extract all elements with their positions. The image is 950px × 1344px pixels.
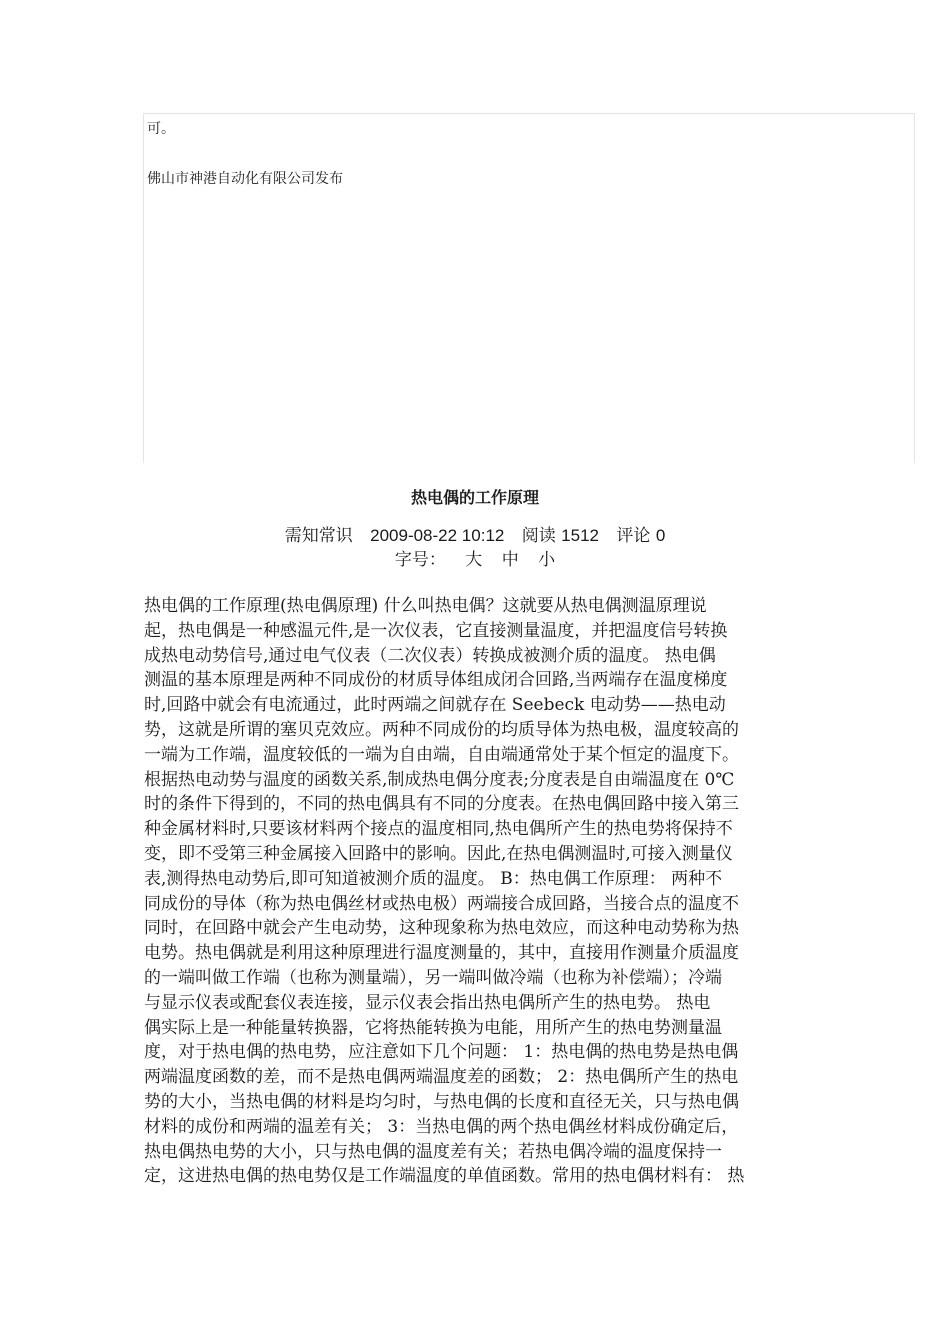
body-line: 两端温度函数的差，而不是热电偶两端温度差的函数； 2：热电偶所产生的热电 <box>144 1067 739 1088</box>
body-line: 同时，在回路中就会产生电动势，这种现象称为热电效应，而这种电动势称为热 <box>144 918 739 939</box>
font-size-large-button[interactable]: 大 <box>465 550 483 570</box>
comment-stat[interactable] <box>616 526 665 546</box>
body-line: 定，这进热电偶的热电势仅是工作端温度的单值函数。常用的热电偶材料有： 热 <box>144 1166 745 1187</box>
body-line: 成热电动势信号,通过电气仪表（二次仪表）转换成被测介质的温度。 热电偶 <box>144 645 716 666</box>
comment-count: 0 <box>655 526 666 545</box>
comment-label: 评论 <box>616 526 651 546</box>
body-line: 根据热电动势与温度的函数关系,制成热电偶分度表;分度表是自由端温度在 0℃ <box>144 769 735 790</box>
body-line: 势，这就是所谓的塞贝克效应。两种不同成份的均质导体为热电极，温度较高的 <box>144 719 739 740</box>
body-line: 变，即不受第三种金属接入回路中的影响。因此,在热电偶测温时,可接入测量仪 <box>144 843 733 864</box>
body-line: 测温的基本原理是两种不同成份的材质导体组成闭合回路,当两端存在温度梯度 <box>144 670 728 691</box>
body-line: 势的大小，当热电偶的材料是均匀时，与热电偶的长度和直径无关，只与热电偶 <box>144 1091 739 1112</box>
body-line: 起，热电偶是一种感温元件,是一次仪表，它直接测量温度，并把温度信号转换 <box>144 620 728 641</box>
body-line: 材料的成份和两端的温差有关； 3：当热电偶的两个热电偶丝材料成份确定后， <box>144 1116 739 1137</box>
body-line: 同成份的导体（称为热电偶丝材或热电极）两端接合成回路，当接合点的温度不 <box>144 893 739 914</box>
top-content-box <box>143 113 915 463</box>
read-stat <box>522 526 599 546</box>
body-line: 的一端叫做工作端（也称为测量端），另一端叫做冷端（也称为补偿端）；冷端 <box>144 967 722 988</box>
body-line: 时的条件下得到的，不同的热电偶具有不同的分度表。在热电偶回路中接入第三 <box>144 794 739 815</box>
body-line: 电势。热电偶就是利用这种原理进行温度测量的，其中，直接用作测量介质温度 <box>144 943 739 964</box>
publish-datetime: 2009-08-22 10:12 <box>370 526 505 545</box>
body-line: 时,回路中就会有电流通过，此时两端之间就存在 Seebeck 电动势——热电动 <box>144 695 726 716</box>
read-count: 1512 <box>561 526 599 545</box>
body-line: 热电偶的工作原理(热电偶原理) 什么叫热电偶？这就要从热电偶测温原理说 <box>144 596 707 616</box>
body-line: 度，对于热电偶的热电势，应注意如下几个问题： 1：热电偶的热电势是热电偶 <box>144 1042 739 1063</box>
body-line: 偶实际上是一种能量转换器，它将热能转换为电能，用所产生的热电势测量温 <box>144 1017 722 1038</box>
category-link[interactable]: 需知常识 <box>284 526 353 546</box>
font-size-control <box>0 549 950 571</box>
font-size-medium-button[interactable]: 中 <box>501 550 519 570</box>
article-body <box>144 594 812 1189</box>
body-line: 热电偶热电势的大小，只与热电偶的温度差有关；若热电偶冷端的温度保持一 <box>144 1141 722 1162</box>
body-line: 表,测得热电动势后,即可知道被测介质的温度。 B：热电偶工作原理： 两种不 <box>144 868 723 889</box>
body-line: 一端为工作端，温度较低的一端为自由端，自由端通常处于某个恒定的温度下。 <box>144 744 739 765</box>
continuation-text: 可。 <box>147 121 175 137</box>
publisher-line: 佛山市神港自动化有限公司发布 <box>147 171 343 187</box>
article-title: 热电偶的工作原理 <box>410 488 539 507</box>
font-size-label: 字号： <box>394 550 446 570</box>
body-line: 与显示仪表或配套仪表连接，显示仪表会指出热电偶所产生的热电势。 热电 <box>144 992 711 1013</box>
font-size-small-button[interactable]: 小 <box>538 550 556 570</box>
body-line: 种金属材料时,只要该材料两个接点的温度相同,热电偶所产生的热电势将保持不 <box>144 819 733 840</box>
read-label: 阅读 <box>521 526 556 546</box>
article-meta <box>0 525 950 547</box>
